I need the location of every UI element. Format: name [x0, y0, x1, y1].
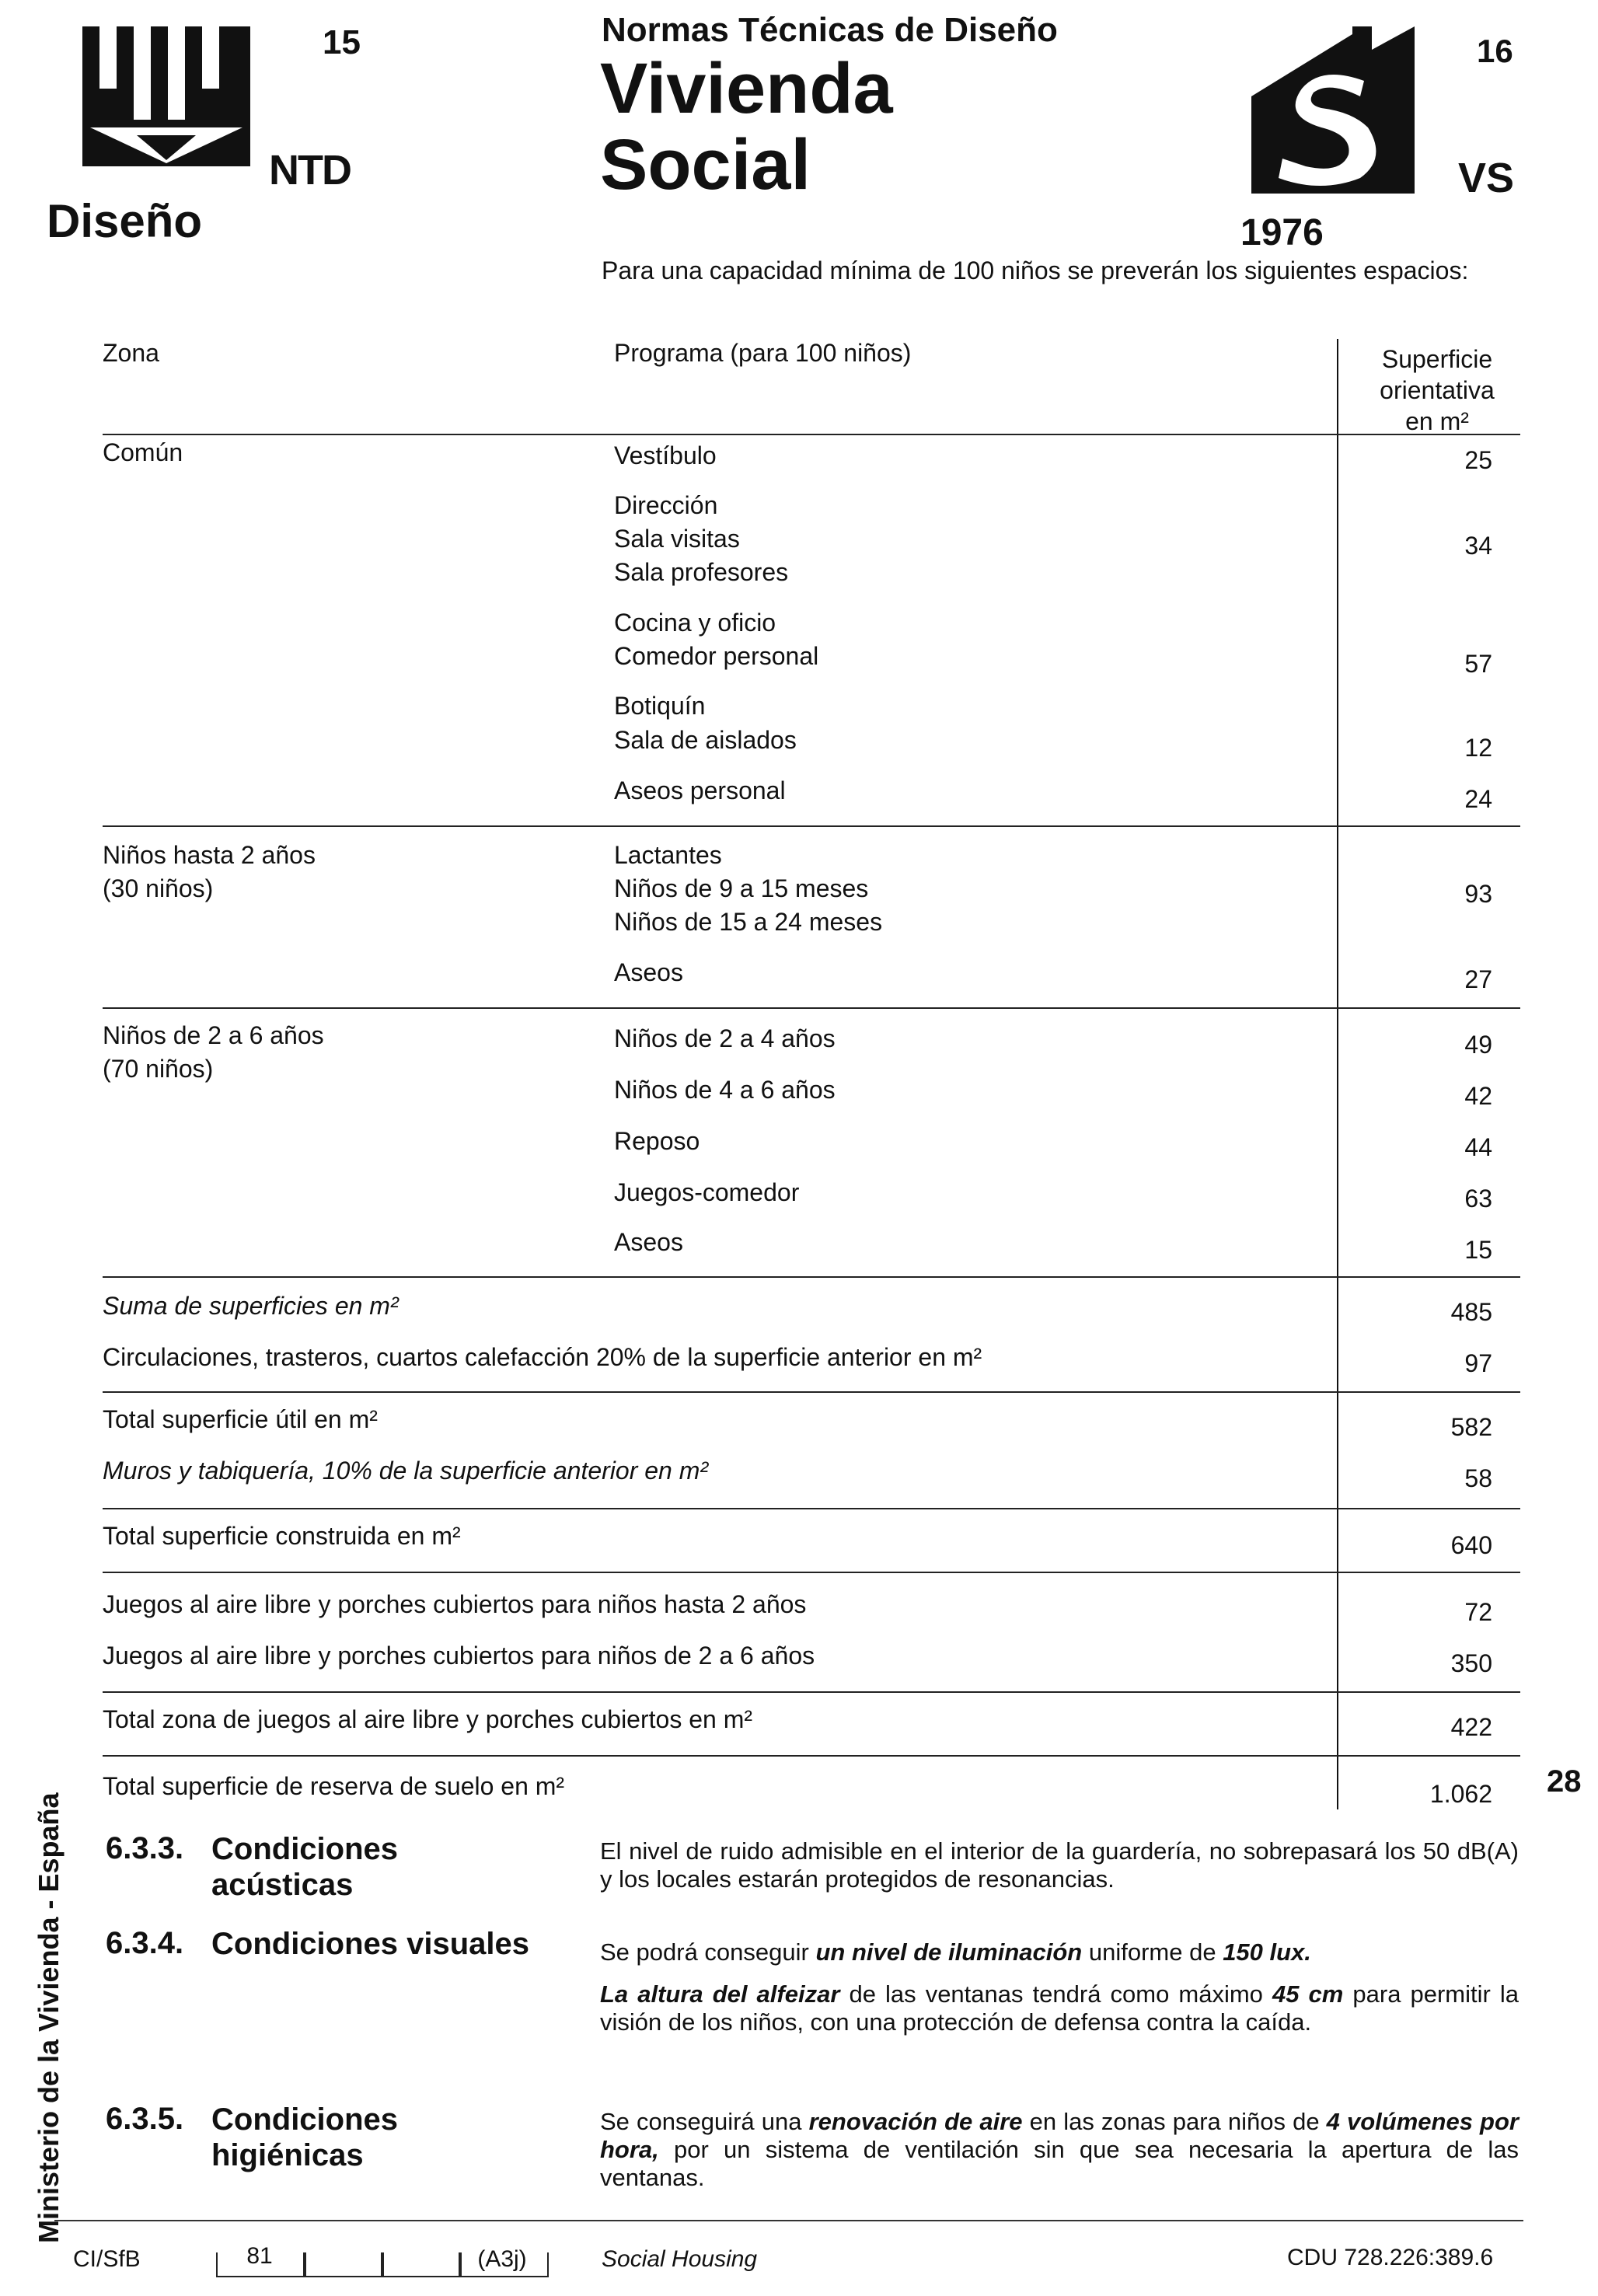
- footer-social-housing: Social Housing: [602, 2246, 758, 2272]
- row-direccion: Dirección: [614, 491, 718, 519]
- section-6-3-4-number: 6.3.4.: [106, 1926, 184, 1960]
- val-reposo: 44: [1464, 1133, 1492, 1161]
- val-aseos-2: 15: [1464, 1236, 1492, 1264]
- row-comedor-personal: Comedor personal: [614, 642, 819, 670]
- val-suma: 485: [1450, 1298, 1492, 1326]
- row-aseos-2: Aseos: [614, 1228, 683, 1256]
- row-juegos-2: Juegos al aire libre y porches cubiertos para niños hasta 2 años: [103, 1590, 807, 1618]
- val-total-construida: 640: [1450, 1531, 1492, 1559]
- zone-ninos-2-6-count: (70 niños): [103, 1055, 214, 1083]
- val-circulaciones: 97: [1464, 1349, 1492, 1377]
- classification-box-4-text: (A3j): [477, 2246, 527, 2272]
- row-ninos-15-24: Niños de 15 a 24 meses: [614, 908, 883, 936]
- classification-box-2: [303, 2252, 384, 2277]
- row-total-construida: Total superficie construida en m²: [103, 1522, 461, 1550]
- row-muros: Muros y tabiquería, 10% de la superficie anterior en m²: [103, 1457, 709, 1485]
- val-ninos-4-6: 42: [1464, 1082, 1492, 1110]
- section-label: Diseño: [47, 195, 203, 247]
- val-direccion-group: 34: [1464, 532, 1492, 560]
- val-juegos-6: 350: [1450, 1649, 1492, 1677]
- s2-p2-a: La altura del alfeizar: [600, 1980, 840, 2008]
- rule-header: [103, 434, 1520, 435]
- section-6-3-5-body: [600, 2108, 1519, 2192]
- column-divider: [1337, 339, 1338, 1809]
- classification-box-3: [381, 2252, 462, 2277]
- val-muros: 58: [1464, 1464, 1492, 1492]
- footer-rule: [54, 2220, 1523, 2221]
- s2-p2-c: 45 cm: [1272, 1980, 1344, 2008]
- s3-d: 4 volúmenes por hora,: [600, 2108, 1519, 2163]
- val-botiquin-group: 12: [1464, 734, 1492, 762]
- s2-p2-d: para permitir la visión de los niños, con una protección de defensa contra la caída.: [600, 1980, 1519, 2036]
- zone-ninos-2-6: Niños de 2 a 6 años: [103, 1021, 324, 1049]
- row-reserva: Total superficie de reserva de suelo en m²: [103, 1772, 565, 1800]
- row-aseos-personal: Aseos personal: [614, 776, 786, 804]
- row-ninos-9-15: Niños de 9 a 15 meses: [614, 874, 869, 902]
- val-total-juegos: 422: [1450, 1713, 1492, 1741]
- ntd-label: NTD: [269, 147, 351, 194]
- row-ninos-4-6: Niños de 4 a 6 años: [614, 1076, 836, 1104]
- section-6-3-3-title: Condiciones acústicas: [211, 1832, 399, 1902]
- val-total-util: 582: [1450, 1413, 1492, 1441]
- page-number-left: 15: [323, 23, 361, 61]
- val-ninos-2-4: 49: [1464, 1031, 1492, 1059]
- section-6-3-5-title: Condiciones higiénicas: [211, 2102, 399, 2172]
- zone-ninos-hasta-2: Niños hasta 2 años: [103, 841, 316, 869]
- ministry-side-text: Ministerio de la Vivienda - España: [33, 1792, 65, 2243]
- row-aseos-1: Aseos: [614, 958, 683, 986]
- row-total-util: Total superficie útil en m²: [103, 1405, 378, 1433]
- page-title-line1: Vivienda: [600, 49, 893, 128]
- footer-cisfb: CI/SfB: [73, 2246, 141, 2272]
- section-6-3-5-number: 6.3.5.: [106, 2102, 184, 2136]
- s2-p1-a: Se podrá conseguir: [600, 1938, 816, 1966]
- row-sala-aislados: Sala de aislados: [614, 726, 797, 754]
- s2-p2-b: de las ventanas tendrá como máximo: [839, 1980, 1272, 2008]
- margin-page-number: 28: [1547, 1764, 1582, 1799]
- row-reposo: Reposo: [614, 1127, 700, 1155]
- s2-p1-d: 150 lux.: [1223, 1938, 1311, 1966]
- col-header-programa: Programa (para 100 niños): [614, 339, 912, 367]
- zone-ninos-hasta-2-count: (30 niños): [103, 874, 214, 902]
- rule-comun: [103, 825, 1520, 827]
- row-sala-profesores: Sala profesores: [614, 558, 789, 586]
- s3-a: Se conseguirá una: [600, 2108, 809, 2135]
- s3-e: por un sistema de ventilación sin que sea necesaria la apertura de las ventanas.: [600, 2136, 1519, 2191]
- page-title-line2: Social: [600, 125, 811, 204]
- section-6-3-4-paragraph-1: [600, 1938, 1519, 1966]
- footer-cdu: CDU 728.226:389.6: [1287, 2245, 1494, 2270]
- val-aseos-1: 27: [1464, 965, 1492, 993]
- val-juegos-2: 72: [1464, 1598, 1492, 1626]
- classification-box-1-text: 81: [246, 2243, 273, 2269]
- intro-text: Para una capacidad mínima de 100 niños se preverán los siguientes espacios:: [602, 256, 1469, 284]
- rule-muros: [103, 1508, 1520, 1509]
- row-lactantes: Lactantes: [614, 841, 722, 869]
- val-cocina-group: 57: [1464, 650, 1492, 678]
- col-header-superficie-3: en m²: [1405, 407, 1469, 435]
- page-number-right: 16: [1477, 33, 1513, 69]
- rule-juegos: [103, 1691, 1520, 1693]
- section-6-3-4-paragraph-2: [600, 1980, 1519, 2036]
- rule-circ: [103, 1391, 1520, 1393]
- row-juegos-comedor: Juegos-comedor: [614, 1178, 800, 1206]
- section-6-3-3-body: El nivel de ruido admisible en el interior de la guardería, no sobrepasará los 50 dB(A) y los locales estarán protegidos de resonancias.: [600, 1837, 1519, 1893]
- row-juegos-6: Juegos al aire libre y porches cubiertos para niños de 2 a 6 años: [103, 1642, 815, 1670]
- val-reserva: 1.062: [1429, 1780, 1492, 1808]
- val-juegos-comedor: 63: [1464, 1185, 1492, 1213]
- row-ninos-2-4: Niños de 2 a 4 años: [614, 1024, 836, 1052]
- row-vestibulo: Vestíbulo: [614, 441, 717, 469]
- col-header-superficie-2: orientativa: [1380, 376, 1495, 404]
- year: 1976: [1240, 212, 1324, 253]
- section-6-3-4-title: Condiciones visuales: [211, 1927, 530, 1961]
- s2-p1-b: un nivel de iluminación: [815, 1938, 1083, 1966]
- row-botiquin: Botiquín: [614, 692, 706, 720]
- val-vestibulo: 25: [1464, 446, 1492, 474]
- row-sala-visitas: Sala visitas: [614, 525, 740, 553]
- standards-title: Normas Técnicas de Diseño: [602, 11, 1058, 49]
- val-aseos-personal: 24: [1464, 785, 1492, 813]
- s3-c: en las zonas para niños de: [1022, 2108, 1327, 2135]
- s3-b: renovación de aire: [808, 2108, 1023, 2135]
- rule-total-juegos: [103, 1755, 1520, 1757]
- vs-label: VS: [1458, 155, 1515, 201]
- rule-construida: [103, 1572, 1520, 1573]
- section-6-3-3-number: 6.3.3.: [106, 1831, 184, 1865]
- row-circulaciones: Circulaciones, trasteros, cuartos calefacción 20% de la superficie anterior en m²: [103, 1343, 982, 1371]
- row-suma: Suma de superficies en m²: [103, 1292, 399, 1320]
- zone-comun: Común: [103, 438, 183, 466]
- val-lactantes-group: 93: [1464, 880, 1492, 908]
- col-header-zona: Zona: [103, 339, 159, 367]
- rule-ninos-2: [103, 1007, 1520, 1009]
- row-total-juegos: Total zona de juegos al aire libre y porches cubiertos en m²: [103, 1705, 752, 1733]
- row-cocina: Cocina y oficio: [614, 609, 776, 637]
- s2-p1-c: uniforme de: [1082, 1938, 1223, 1966]
- rule-ninos-6: [103, 1276, 1520, 1278]
- col-header-superficie-1: Superficie: [1381, 345, 1493, 373]
